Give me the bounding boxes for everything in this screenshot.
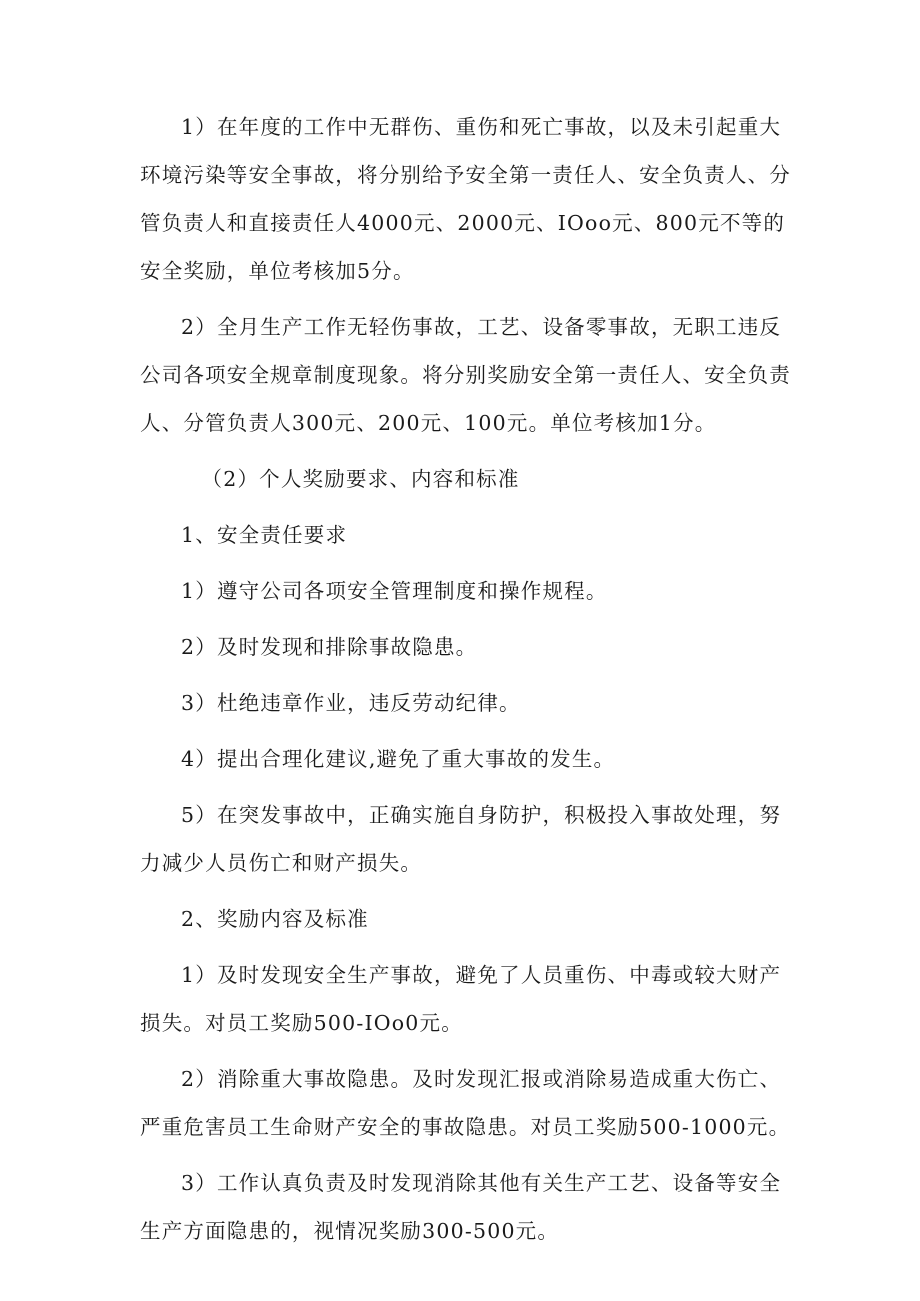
paragraph-unit-reward-1: 1）在年度的工作中无群伤、重伤和死亡事故，以及未引起重大环境污染等安全事故，将分别给予安全第一责任人、安全负责人、分管负责人和直接责任人4000元、2000元、IOoo元、800元不等的安全奖励，单位考核加5分。 — [140, 115, 791, 283]
subsection-heading-safety-requirements: 1、安全责任要求 — [181, 523, 348, 547]
list-item: 2）消除重大事故隐患。及时发现汇报或消除易造成重大伤亡、严重危害员工生命财产安全的事故隐患。对员工奖励500-1000元。 — [140, 1067, 791, 1139]
list-item: 5）在突发事故中，正确实施自身防护，积极投入事故处理，努力减少人员伤亡和财产损失。 — [140, 803, 782, 875]
list-item: 2）及时发现和排除事故隐患。 — [181, 635, 478, 659]
list-item: 3）工作认真负责及时发现消除其他有关生产工艺、设备等安全生产方面隐患的，视情况奖励300-500元。 — [140, 1171, 782, 1243]
list-item: 3）杜绝违章作业，违反劳动纪律。 — [181, 691, 521, 715]
list-item: 4）提出合理化建议,避免了重大事故的发生。 — [181, 747, 616, 771]
list-item: 1）及时发现安全生产事故，避免了人员重伤、中毒或较大财产损失。对员工奖励500-IOo0元。 — [140, 963, 782, 1035]
document-body — [140, 103, 800, 1263]
paragraph-unit-reward-2: 2）全月生产工作无轻伤事故，工艺、设备零事故，无职工违反公司各项安全规章制度现象。将分别奖励安全第一责任人、安全负责人、分管负责人300元、200元、100元。单位考核加1分。 — [140, 315, 791, 435]
section-heading-personal-reward: （2）个人奖励要求、内容和标准 — [201, 467, 520, 491]
subsection-heading-reward-standards: 2、奖励内容及标准 — [181, 907, 369, 931]
list-item: 1）遵守公司各项安全管理制度和操作规程。 — [181, 579, 608, 603]
